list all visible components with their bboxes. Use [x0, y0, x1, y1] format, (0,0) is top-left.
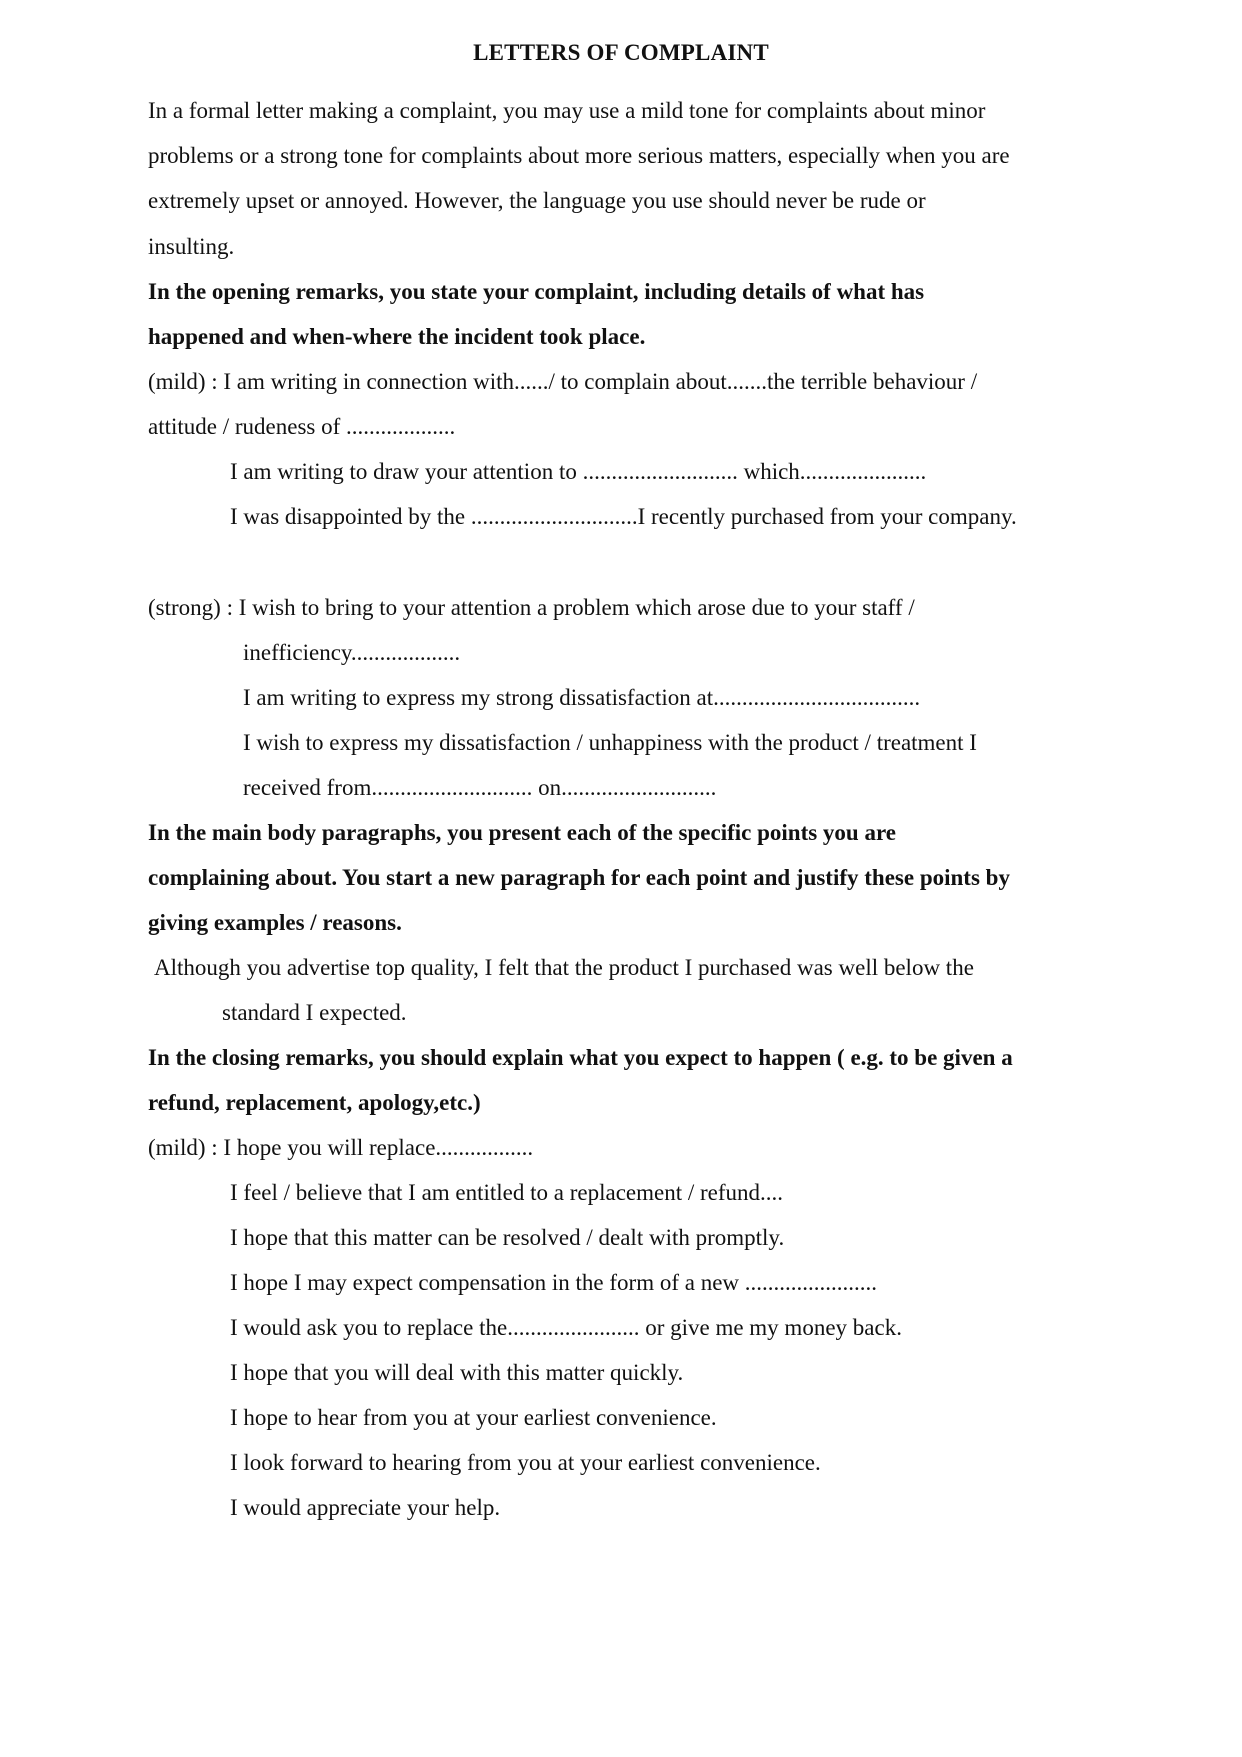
- mild-opening-phrase: I am writing to draw your attention to ........................... which......................: [230, 459, 927, 484]
- mild-opening-phrase: I was disappointed by the .............................I recently purchased from your company.: [230, 504, 1017, 529]
- opening-remarks-heading: In the opening remarks, you state your complaint, including details of what has: [148, 279, 925, 304]
- main-body-heading: In the main body paragraphs, you present each of the specific points you are: [148, 820, 896, 845]
- mild-closing-phrase: I hope that this matter can be resolved / dealt with promptly.: [230, 1225, 785, 1250]
- main-body-heading: giving examples / reasons.: [148, 910, 402, 935]
- strong-opening-phrase: received from............................ on...........................: [243, 775, 717, 800]
- mild-closing-phrase: I would ask you to replace the....................... or give me my money back.: [230, 1315, 902, 1340]
- mild-closing-phrase: I look forward to hearing from you at your earliest convenience.: [230, 1450, 821, 1475]
- mild-closing-phrase: I feel / believe that I am entitled to a replacement / refund....: [230, 1180, 784, 1205]
- mild-opening-phrase: (mild) : I am writing in connection with....../ to complain about.......the terrible behaviour /: [148, 369, 978, 394]
- main-body-example: Although you advertise top quality, I felt that the product I purchased was well below the: [154, 955, 974, 980]
- intro-line: extremely upset or annoyed. However, the language you use should never be rude or: [148, 188, 926, 213]
- mild-opening-phrase: attitude / rudeness of ...................: [148, 414, 456, 439]
- closing-remarks-heading: refund, replacement, apology,etc.): [148, 1090, 481, 1115]
- main-body-example: standard I expected.: [222, 1000, 407, 1025]
- mild-closing-phrase: I would appreciate your help.: [230, 1495, 501, 1520]
- strong-opening-phrase: inefficiency...................: [243, 640, 461, 665]
- intro-line: problems or a strong tone for complaints about more serious matters, especially when you are: [148, 143, 1010, 168]
- intro-line: insulting.: [148, 234, 235, 259]
- strong-opening-phrase: I am writing to express my strong dissatisfaction at....................................: [243, 685, 921, 710]
- mild-closing-phrase: I hope I may expect compensation in the form of a new .......................: [230, 1270, 878, 1295]
- strong-opening-phrase: (strong) : I wish to bring to your attention a problem which arose due to your staff /: [148, 595, 915, 620]
- intro-line: In a formal letter making a complaint, you may use a mild tone for complaints about minor: [148, 98, 986, 123]
- mild-closing-phrase: I hope that you will deal with this matter quickly.: [230, 1360, 684, 1385]
- opening-remarks-heading: happened and when-where the incident took place.: [148, 324, 646, 349]
- mild-closing-phrase: (mild) : I hope you will replace.................: [148, 1135, 534, 1160]
- closing-remarks-heading: In the closing remarks, you should explain what you expect to happen ( e.g. to be given a: [148, 1045, 1013, 1070]
- strong-opening-phrase: I wish to express my dissatisfaction / unhappiness with the product / treatment I: [243, 730, 977, 755]
- page-title: LETTERS OF COMPLAINT: [473, 40, 769, 65]
- mild-closing-phrase: I hope to hear from you at your earliest convenience.: [230, 1405, 717, 1430]
- main-body-heading: complaining about. You start a new paragraph for each point and justify these points by: [148, 865, 1010, 890]
